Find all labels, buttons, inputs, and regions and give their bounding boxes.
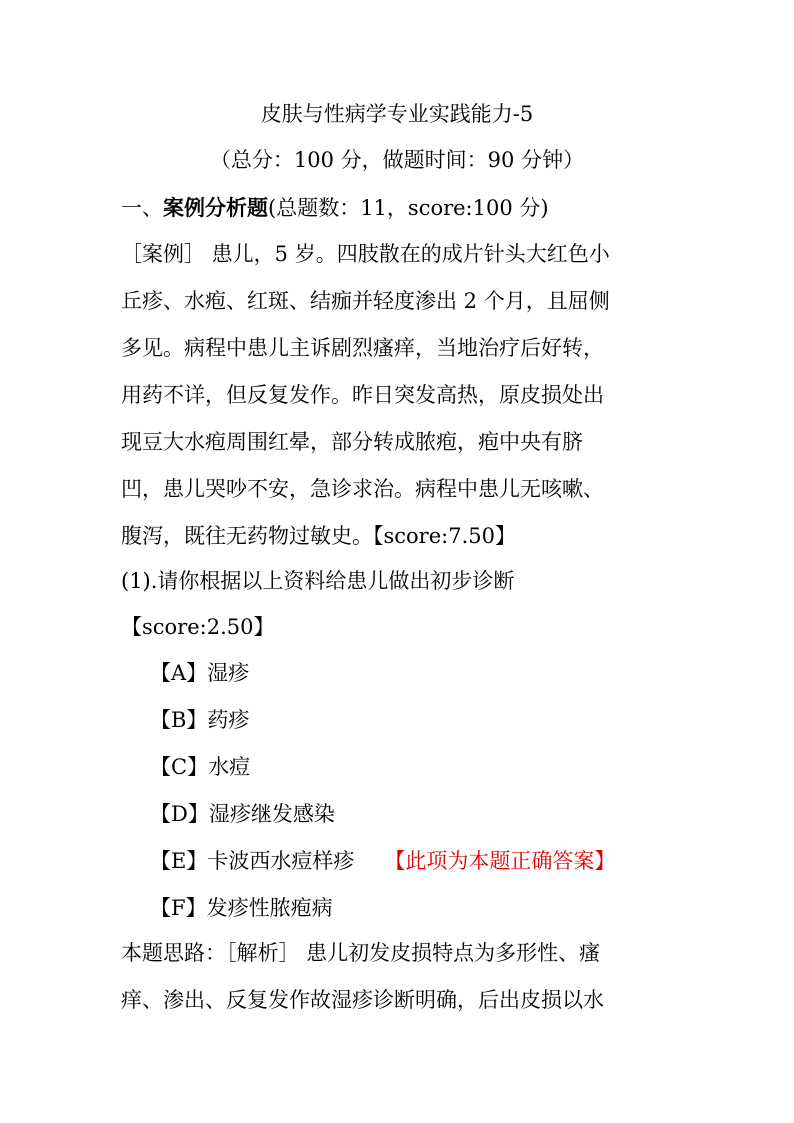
option-b <box>150 705 249 735</box>
question-score: 【score:2.50】 <box>121 615 275 639</box>
option-e <box>150 846 615 876</box>
option-d <box>150 799 335 829</box>
option-label: 【B】药疹 <box>150 708 250 732</box>
option-c <box>150 752 250 782</box>
option-label: 【E】卡波西水痘样疹 <box>150 849 355 873</box>
document-title: 皮肤与性病学专业实践能力-5 <box>260 102 534 126</box>
analysis-line: 痒、渗出、反复发作故湿疹诊断明确，后出皮损以水 <box>121 988 604 1012</box>
analysis-line: 本题思路：［解析］ 患儿初发皮损特点为多形性、瘙 <box>121 941 601 965</box>
option-f <box>150 893 333 923</box>
section-heading <box>121 193 549 223</box>
section-name: 案例分析题 <box>163 195 268 220</box>
case-line: 多见。病程中患儿主诉剧烈瘙痒，当地治疗后好转， <box>121 336 604 360</box>
option-label: 【A】湿疹 <box>150 661 250 685</box>
case-line: 凹，患儿哭吵不安，急诊求治。病程中患儿无咳嗽、 <box>121 477 604 501</box>
case-line: 腹泻，既往无药物过敏史。【score:7.50】 <box>121 524 516 548</box>
case-line: 用药不详，但反复发作。昨日突发高热，原皮损处出 <box>121 383 604 407</box>
option-label: 【F】发疹性脓疱病 <box>150 896 333 920</box>
option-label: 【C】水痘 <box>150 755 251 779</box>
option-a <box>150 658 249 688</box>
section-meta: (总题数：11，score:100 分) <box>268 196 549 220</box>
document-subtitle: （总分：100 分，做题时间：90 分钟） <box>209 148 585 172</box>
section-prefix: 一、 <box>121 196 163 220</box>
correct-answer-marker: 【此项为本题正确答案】 <box>384 849 616 873</box>
case-line: 丘疹、水疱、红斑、结痂并轻度渗出 2 个月，且屈侧 <box>121 289 610 313</box>
case-line: 现豆大水疱周围红晕，部分转成脓疱，疱中央有脐 <box>121 430 583 454</box>
question-text: (1).请你根据以上资料给患儿做出初步诊断 <box>121 569 515 593</box>
case-line: ［案例］ 患儿，5 岁。四肢散在的成片针头大红色小 <box>121 242 610 266</box>
option-label: 【D】湿疹继发感染 <box>150 802 335 826</box>
